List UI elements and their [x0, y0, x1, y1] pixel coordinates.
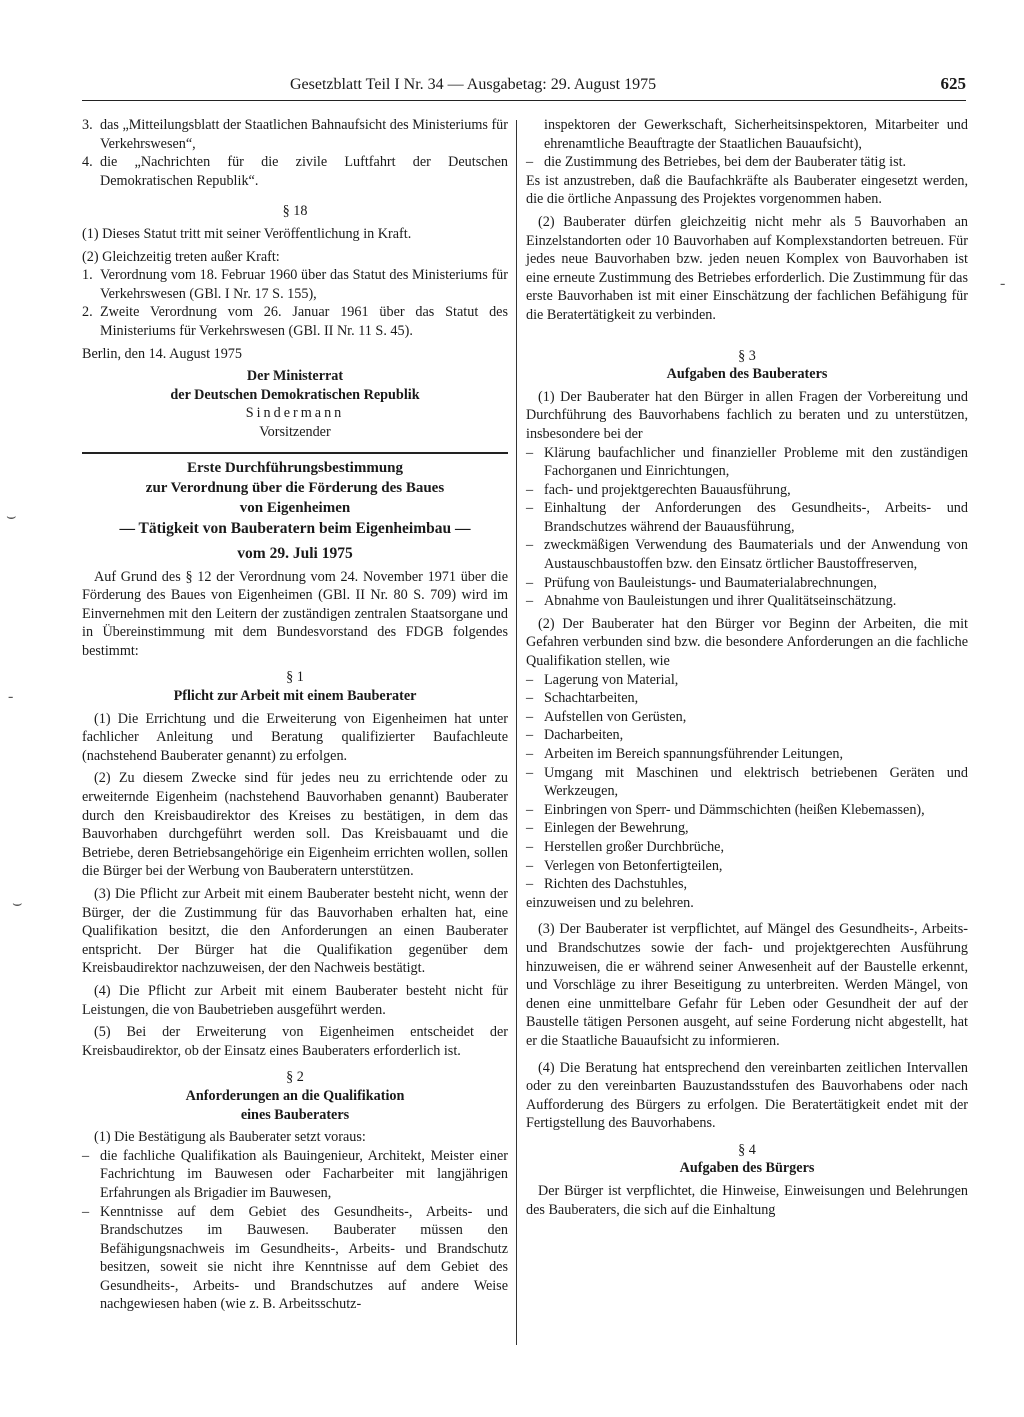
- section-heading: § 2: [286, 1069, 304, 1086]
- left-column: [82, 116, 508, 1314]
- place-date: Berlin, den 14. August 1975: [82, 345, 242, 362]
- signature-org-line2: der Deutschen Demokratischen Republik: [170, 386, 420, 403]
- section-title-line2: eines Bauberaters: [240, 1106, 350, 1123]
- preamble: Auf Grund des § 12 der Verordnung vom 24. November 1971 über die Förderung des Baues von Eigenheimen (GBl. II Nr. 80 S. 709) wird im Einvernehmen mit den Leitern der zuständigen zentralen Staatsorgane und in Übereinstimmung mit dem Bundesvorstand des FDGB folgendes bestimmt:: [82, 568, 508, 659]
- list-item: – die fachliche Qualifikation als Bauingenieur, Architekt, Meister einer Fachrichtung im Bauwesen oder Facharbeiter mit langjährigen Erfahrungen als Brigadier im Bauwesen,: [82, 1147, 508, 1201]
- paragraph: (1) Die Errichtung und die Erweiterung von Eigenheimen hat unter fachlicher Anleitung und Beratung qualifizierter Baufachleute (nachstehend Bauberater genannt) zu erfolgen.: [82, 710, 508, 764]
- decree-subtitle: — Tätigkeit von Bauberatern beim Eigenheimbau —: [119, 519, 471, 537]
- list-item: – Arbeiten im Bereich spannungsführender Leitungen,: [526, 746, 844, 762]
- paragraph: (3) Der Bauberater ist verpflichtet, auf Mängel des Gesundheits-, Arbeits- und Brandschutzes sowie der fach- und projektgerechten Ausführung hinzuweisen, die er während seiner Anwesenheit auf der Baustelle erkennt, und Vorschläge zu ihrer Beseitigung zu unterbreiten. Werden Mängel, von denen eine unmittelbare Gefahr für Leben oder Gesundheit der auf der Baustelle tätigen Personen ausgeht, auf seine Forderung nicht abgestellt, hat er die Staatliche Bauaufsicht zu informieren.: [526, 921, 968, 1049]
- paragraph: (2) Bauberater dürfen gleichzeitig nicht mehr als 5 Bauvorhaben an Einzelstandorten oder 10 Bauvorhaben auf Komplexstandorten betreuen. Für jedes neue Bauvorhaben bzw. jeden neuen Komplex von Bauvorhaben ist eine erneute Zustimmung des Betriebes erforderlich. Die Zustimmung für das erste Bauvorhaben ist mit einer Einschätzung der fachlichen Befähigung für die Beratertätigkeit zu verbinden.: [526, 213, 968, 323]
- section-title: Pflicht zur Arbeit mit einem Bauberater: [173, 688, 417, 705]
- margin-mark: ⌣: [6, 508, 17, 525]
- paragraph: (1) Die Bestätigung als Bauberater setzt voraus:: [94, 1129, 366, 1146]
- paragraph: inspektoren der Gewerkschaft, Sicherheitsinspektoren, Mitarbeiter und ehrenamtliche Beauftragte der Staatlichen Bauaufsicht),: [544, 117, 968, 152]
- paragraph: (2) Zu diesem Zwecke sind für jedes neu zu errichtende oder zu erweiternde Eigenheim (nachstehend Bauvorhaben genannt) Bauberater durch den Kreisbaudirektor des Kreises zu bestätigen, in dem das Bauvorhaben durchgeführt werden soll. Das Kreisbauamt und die Betriebe, deren Betriebsangehörige ein Eigenheim errichten wollen, sollen die Bürger bei der Werbung von Bauberatern unterstützen.: [82, 770, 508, 880]
- paragraph: (1) Dieses Statut tritt mit seiner Veröffentlichung in Kraft.: [82, 225, 412, 242]
- list-item: – Dacharbeiten,: [526, 727, 624, 744]
- margin-mark: -: [1000, 275, 1006, 292]
- section-title: Anforderungen an die Qualifikation: [185, 1087, 405, 1104]
- list-item: 2. Zweite Verordnung vom 26. Januar 1961 über das Statut des Ministeriums für Verkehrswesen (GBl. II Nr. 11 S. 45).: [82, 304, 508, 339]
- list-item: – die Zustimmung des Betriebes, bei dem der Bauberater tätig ist.: [526, 154, 907, 171]
- list-item: – Verlegen von Betonfertigteilen,: [526, 857, 723, 874]
- section-title: Aufgaben des Bauberaters: [666, 366, 828, 383]
- paragraph: (3) Die Pflicht zur Arbeit mit einem Bauberater besteht nicht, wenn der Bürger, der die Zustimmung für das Bauvorhaben erhalten hat, eine Qualifikation besitzt, die den Anforderungen an einen Bauberater entspricht. Der Bürger hat die Qualifikation gegenüber dem Kreisbaudirektor nachzuweisen, der den Nachweis bestätigt.: [82, 886, 508, 977]
- section-rule: [82, 452, 508, 454]
- signature-role: Vorsitzender: [259, 423, 331, 440]
- decree-date: vom 29. Juli 1975: [237, 544, 353, 562]
- list-item: – Lagerung von Material,: [526, 671, 679, 688]
- decree-title-line3: von Eigenheimen: [239, 499, 351, 516]
- decree-title-line1: Erste Durchführungsbestimmung: [187, 459, 403, 476]
- section-heading: § 1: [286, 669, 304, 686]
- paragraph: (4) Die Beratung hat entsprechend den vereinbarten zeitlichen Intervallen oder zu den vereinbarten Bauzustandsstufen des Bauvorhabens oder nach Aufforderung des Bürgers zu erfolgen. Die Beratertätigkeit endet mit der Fertigstellung des Bauvorhabens.: [526, 1059, 968, 1132]
- right-column: [526, 116, 968, 1219]
- signature-org: Der Ministerrat: [246, 368, 344, 385]
- list-item: – Prüfung von Bauleistungs- und Baumaterialabrechnungen,: [526, 574, 877, 591]
- list-item: 3. das „Mitteilungsblatt der Staatlichen Bahnaufsicht des Ministeriums für Verkehrswesen“,: [82, 117, 508, 152]
- paragraph: (1) Der Bauberater hat den Bürger in allen Fragen der Vorbereitung und Durchführung des Bauvorhabens fachlich zu beraten und zu unterstützen, insbesondere bei der: [526, 388, 968, 442]
- margin-mark: -: [8, 688, 14, 705]
- list-item: – Aufstellen von Gerüsten,: [526, 708, 687, 725]
- paragraph: Es ist anzustreben, daß die Baufachkräfte als Bauberater eingesetzt werden, die die örtliche Anpassung des Projektes vorgenommen haben.: [526, 172, 968, 208]
- paragraph: (2) Der Bauberater hat den Bürger vor Beginn der Arbeiten, die mit Gefahren verbunden sind bzw. die besondere Anforderungen an die fachliche Qualifikation stellen, wie: [526, 615, 968, 670]
- list-item: 4. die „Nachrichten für die zivile Luftfahrt der Deutschen Demokratischen Republik“.: [82, 154, 508, 189]
- paragraph: (5) Bei der Erweiterung von Eigenheimen entscheidet der Kreisbaudirektor, ob der Einsatz eines Bauberaters erforderlich ist.: [82, 1024, 508, 1059]
- paragraph: einzuweisen und zu belehren.: [526, 894, 694, 911]
- list-item: – Einhaltung der Anforderungen des Gesundheits-, Arbeits- und Brandschutzes während der Bauausführung,: [526, 500, 968, 535]
- list-item: – Umgang mit Maschinen und elektrisch betriebenen Geräten und Werkzeugen,: [526, 764, 968, 800]
- list-item: 1. Verordnung vom 18. Februar 1960 über das Statut des Ministeriums für Verkehrswesen (GBl. I Nr. 17 S. 155),: [82, 267, 508, 302]
- list-item: – Einbringen von Sperr- und Dämmschichten (heißen Klebemassen),: [526, 801, 925, 818]
- list-item: – Richten des Dachstuhles,: [526, 876, 688, 893]
- list-item: – Schachtarbeiten,: [526, 690, 639, 707]
- list-item: – fach- und projektgerechten Bauausführung,: [526, 481, 791, 498]
- list-item: – Abnahme von Bauleistungen und ihrer Qualitätseinschätzung.: [526, 593, 897, 610]
- header-title: Gesetzblatt Teil I Nr. 34 — Ausgabetag: 29. August 1975: [290, 76, 657, 93]
- margin-mark: ⌣: [12, 895, 23, 912]
- list-item: – Einlegen der Bewehrung,: [526, 820, 689, 837]
- page-header: [82, 74, 966, 101]
- task-list: [526, 444, 968, 611]
- signature-name: Sindermann: [245, 405, 345, 422]
- section-heading: § 18: [282, 203, 308, 220]
- decree-title-line2: zur Verordnung über die Förderung des Baues: [145, 479, 445, 496]
- list-item: – Klärung baufachlicher und finanzieller Probleme mit den zuständigen Fachorganen und Einrichtungen,: [526, 444, 968, 480]
- page-number: 625: [940, 74, 966, 93]
- list-item: – Herstellen großer Durchbrüche,: [526, 838, 725, 855]
- hazard-list: [526, 671, 968, 894]
- section-title: Aufgaben des Bürgers: [679, 1160, 815, 1177]
- column-divider: [516, 120, 517, 1345]
- list-item: – zweckmäßigen Verwendung des Baumaterials und der Anwendung von Austauschbaustoffen bzw. den Einsatz örtlicher Baustoffreserven,: [526, 537, 968, 573]
- section-heading: § 4: [738, 1141, 756, 1158]
- paragraph: (2) Gleichzeitig treten außer Kraft:: [82, 248, 280, 265]
- paragraph: Der Bürger ist verpflichtet, die Hinweise, Einweisungen und Belehrungen des Bauberaters, die sich auf die Einhaltung: [526, 1183, 968, 1218]
- list-item: – Kenntnisse auf dem Gebiet des Gesundheits-, Arbeits- und Brandschutzes im Bauwesen. Bauberater müssen den Befähigungsnachweis im Gesundheits-, Arbeits- und Brandschutz besitzen, soweit sie nicht ihre Kenntnisse auf dem Gebiet des Gesundheits-, Arbeits- und Brandschutzes auf andere Weise nachgewiesen haben (wie z. B. Arbeitsschutz-: [82, 1203, 508, 1313]
- section-heading: § 3: [738, 347, 756, 364]
- paragraph: (4) Die Pflicht zur Arbeit mit einem Bauberater besteht nicht für Leistungen, die von Baubetrieben ausgeführt werden.: [82, 982, 508, 1018]
